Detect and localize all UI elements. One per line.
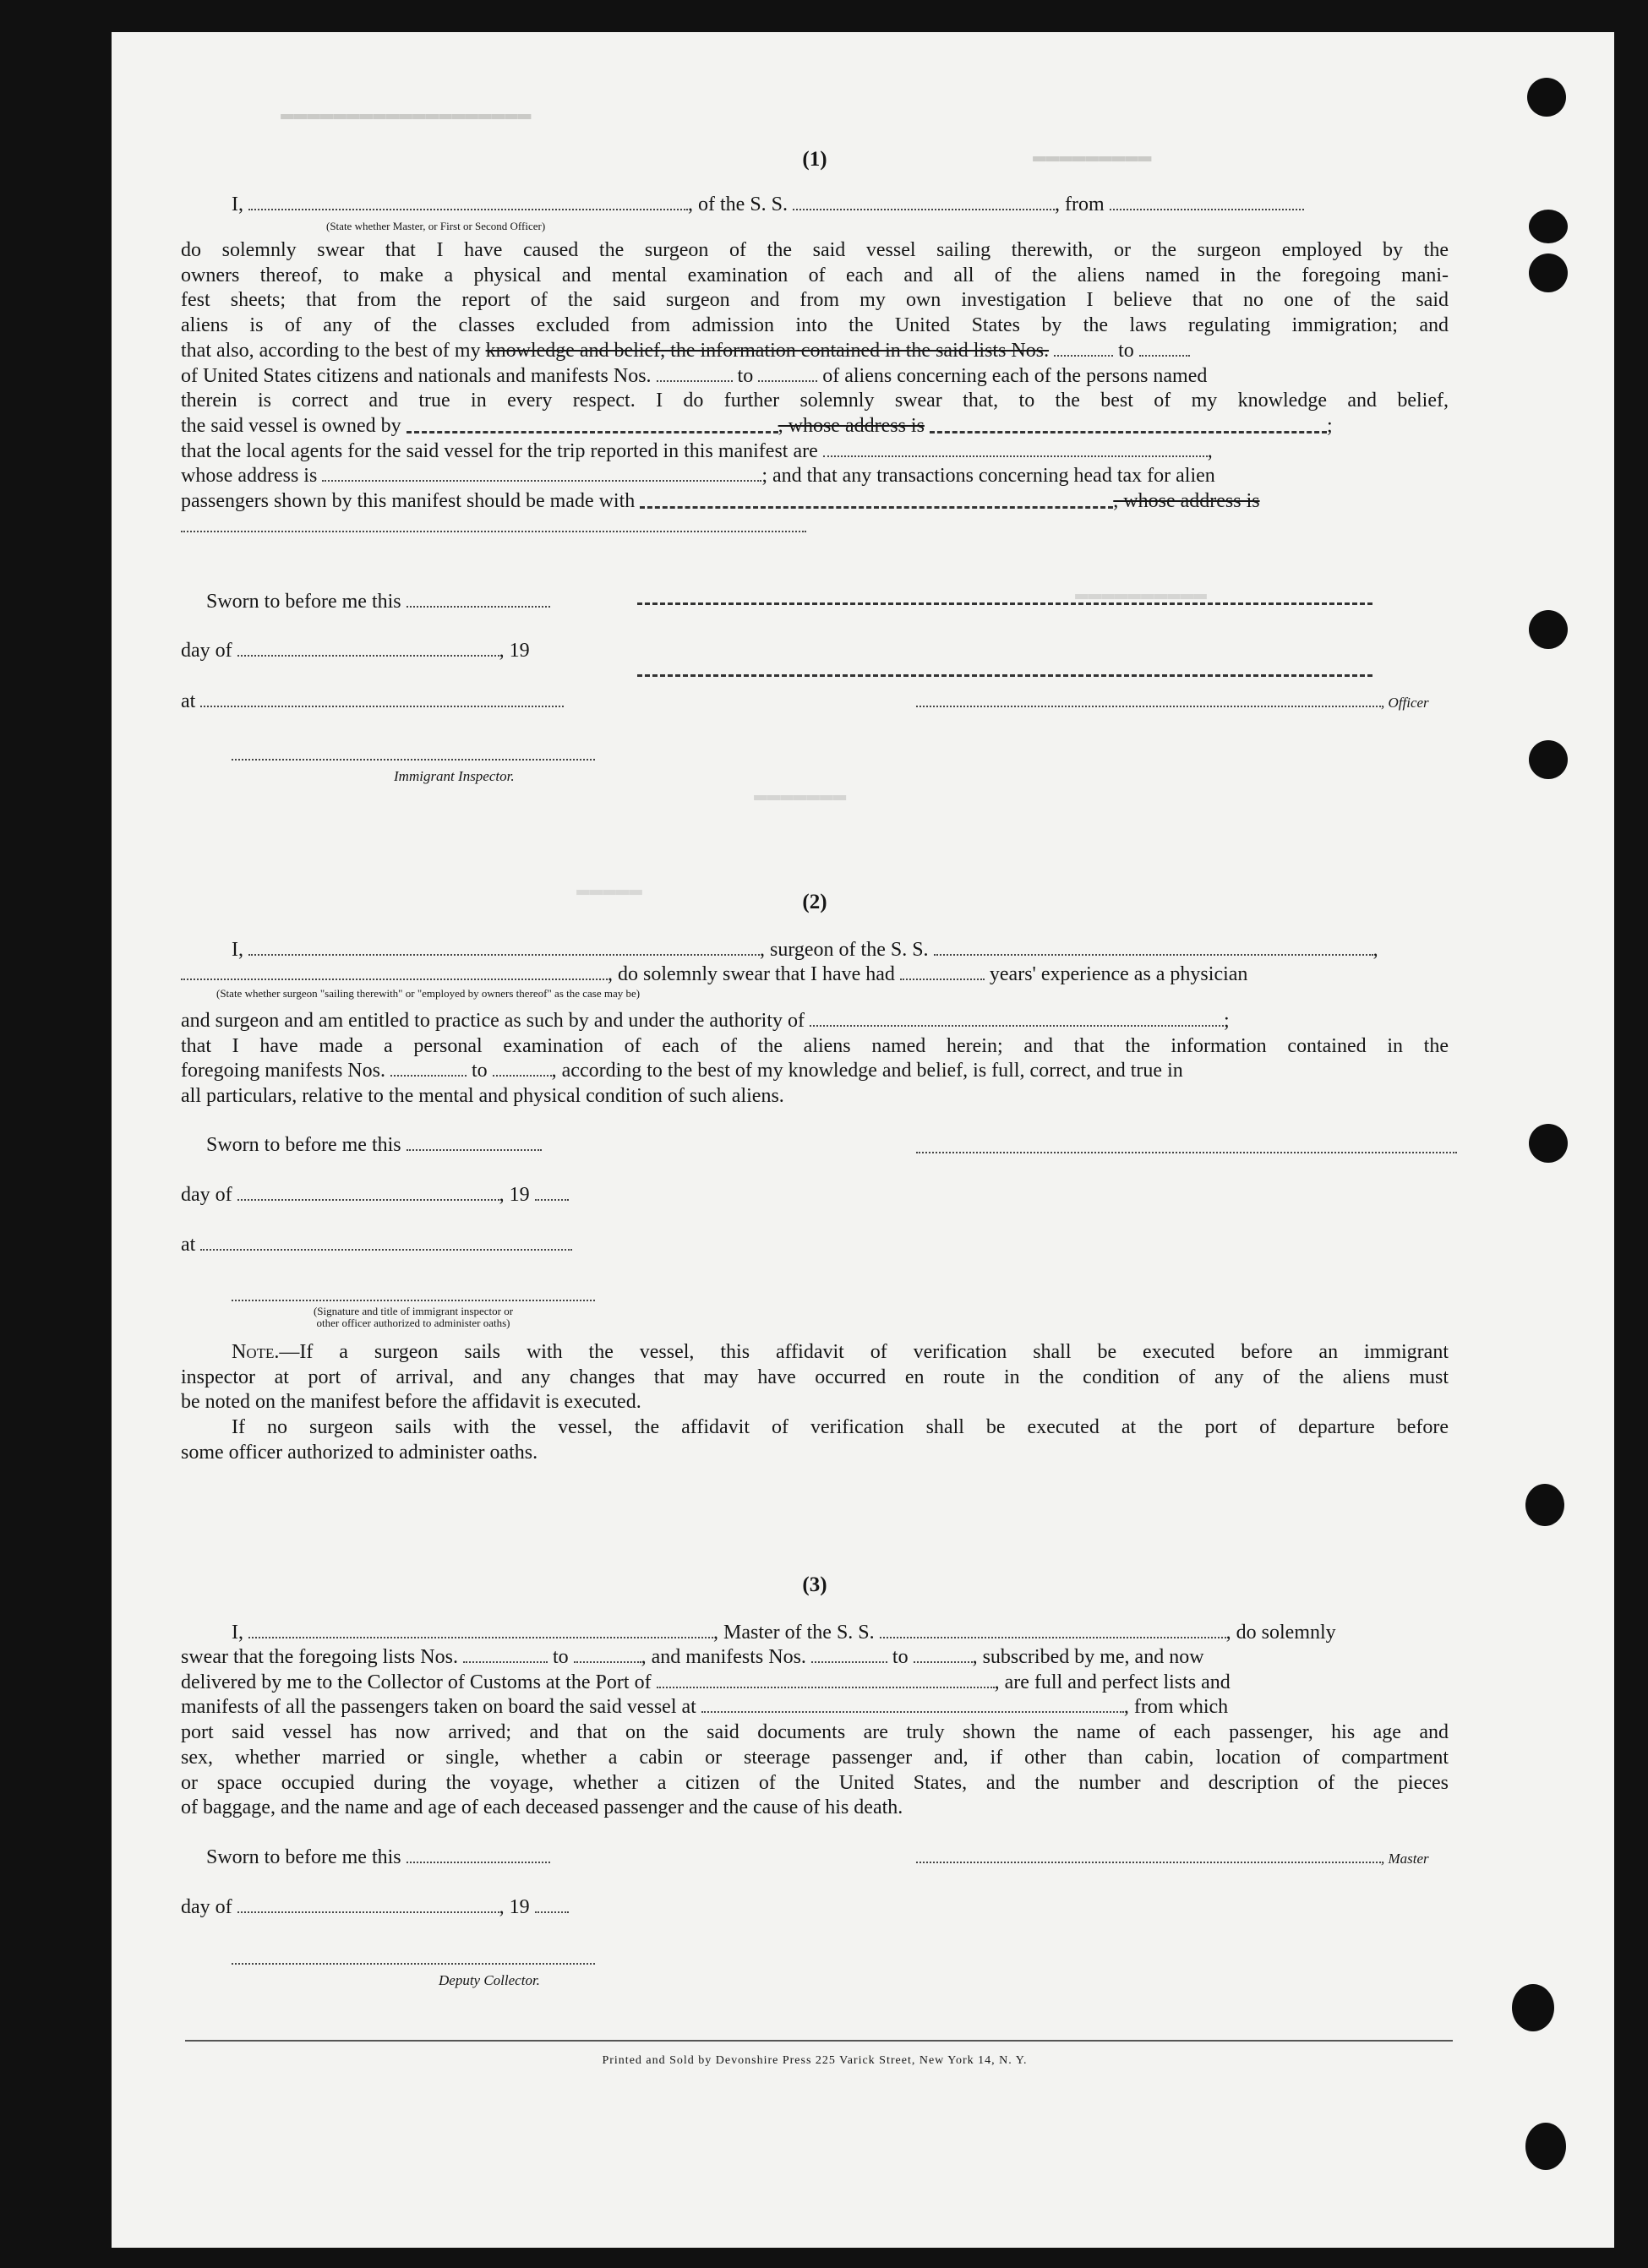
section-1-line-8: the said vessel is owned by , whose address is ; [181, 414, 1333, 437]
manifests-to-field[interactable] [758, 365, 817, 382]
section-1-line-1 [232, 193, 1304, 218]
month-field[interactable] [237, 640, 499, 657]
practice-authority-field[interactable] [810, 1010, 1224, 1027]
head-tax-address-field[interactable] [181, 515, 806, 532]
sworn-day-field[interactable] [407, 591, 550, 608]
bleed-through-mark: ▬▬▬▬▬▬▬▬▬▬ [1075, 581, 1208, 607]
label-from: , from [1055, 194, 1105, 215]
section-2-sworn: Sworn to before me this [206, 1133, 542, 1159]
section-1-text-line: aliens is of any of the classes excluded from admission into the United States by the laws regulating immigration; and [181, 314, 1449, 337]
signature-caption: (Signature and title of immigrant inspector or other officer authorized to administer oaths) [313, 1305, 514, 1329]
section-3-line-1: I, , Master of the S. S. , do solemnly [232, 1622, 1336, 1644]
punch-hole [1525, 1484, 1564, 1526]
master-name-field[interactable] [248, 1622, 713, 1638]
surgeon-inspector-signature-field[interactable] [232, 1300, 595, 1301]
struck-text: , whose address is [1113, 490, 1260, 513]
note-line: Note.—If a surgeon sails with the vessel, this affidavit of verification shall be executed before an immigrant [232, 1341, 1449, 1363]
note-label: Note. [232, 1341, 280, 1363]
section-3-line-2: swear that the foregoing lists Nos. to , and manifests Nos. to , subscribed by me, and now [181, 1646, 1204, 1668]
master-sworn-day-field[interactable] [407, 1846, 550, 1863]
note-line: some officer authorized to administer oaths. [181, 1441, 538, 1464]
manifests-from-field[interactable] [657, 365, 733, 382]
note-line: be noted on the manifest before the affidavit is executed. [181, 1391, 641, 1414]
collector-signature-field[interactable] [232, 1963, 595, 1965]
section-2-text-line: that I have made a personal examination of each of the aliens named herein; and that the information contained in the [181, 1034, 1449, 1057]
section-1-paragraph [181, 238, 1449, 539]
section-3-number: (3) [802, 1573, 827, 1596]
form-sheet [112, 32, 1614, 2248]
footer-rule [185, 2040, 1453, 2042]
punch-hole [1529, 1124, 1568, 1163]
bleed-through-mark: ▬▬▬▬▬▬▬ [754, 782, 847, 808]
section-1-at: at [181, 690, 564, 715]
note-line: If no surgeon sails with the vessel, the affidavit of verification shall be executed at the port of departure before [232, 1416, 1449, 1439]
section-1-number: (1) [802, 148, 827, 171]
master-caption: , Master [1381, 1851, 1429, 1867]
officer-signature-line-2 [637, 674, 1372, 677]
section-1-line-11: passengers shown by this manifest should be made with , whose address is [181, 490, 1260, 513]
section-1-text-line: owners thereof, to make a physical and mental examination of each and all of the aliens named in the foregoing mani- [181, 264, 1449, 286]
master-month-field[interactable] [237, 1896, 499, 1913]
section-3-sworn: Sworn to before me this [206, 1845, 550, 1871]
officer-caption: (State whether Master, or First or Second Officer) [326, 220, 546, 232]
section-2-line-5: foregoing manifests Nos. to , according to the best of my knowledge and belief, is full, correct, and true in [181, 1060, 1183, 1082]
years-experience-field[interactable] [900, 963, 985, 980]
struck-text: knowledge and belief, the information contained in the said lists Nos. [485, 339, 1050, 362]
section-1-text-line: therein is correct and true in every respect. I do further solemnly swear that, to the best of my knowledge and belief, [181, 390, 1449, 412]
bleed-through-mark: ▬▬▬▬▬ [576, 877, 643, 902]
punch-hole [1529, 210, 1568, 243]
section-2-line-3: and surgeon and am entitled to practice as such by and under the authority of ; [181, 1010, 1230, 1032]
section-2-paragraph [181, 1009, 1449, 1109]
surgeon-manifest-from-field[interactable] [390, 1060, 467, 1077]
inspector-signature-field[interactable] [232, 759, 595, 761]
surgeon-sworn-day-field[interactable] [407, 1134, 542, 1151]
vessel-name-field[interactable] [793, 194, 1055, 210]
bleed-through-mark: ▬▬▬▬▬▬▬▬▬▬▬▬▬▬▬▬▬▬▬ [281, 101, 532, 127]
master-year-field[interactable] [535, 1896, 569, 1913]
lists-to-field[interactable] [1139, 340, 1190, 357]
departure-port-field[interactable] [1110, 194, 1304, 210]
note-line: inspector at port of arrival, and any changes that may have occurred en route in the condition of any of the aliens must [181, 1366, 1449, 1388]
officer-signature-field[interactable] [916, 690, 1381, 707]
section-3-line-3: delivered by me to the Collector of Customs at the Port of , are full and perfect lists and [181, 1671, 1231, 1693]
surgeon-year-field[interactable] [535, 1184, 569, 1201]
local-agents-field[interactable] [823, 440, 1208, 457]
surgeon-caption: (State whether surgeon "sailing therewith" or "employed by owners thereof" as the case may be) [216, 987, 641, 1000]
officer-caption-label: , Officer [1381, 695, 1429, 711]
surgeon-status-field[interactable] [181, 963, 608, 980]
punch-hole [1529, 610, 1568, 649]
section-1-line-9: that the local agents for the said vessel for the trip reported in this manifest are , [181, 439, 1213, 462]
inspector-caption: Immigrant Inspector. [394, 768, 515, 784]
master-vessel-field[interactable] [880, 1622, 1226, 1638]
section-1-text-line: fest sheets; that from the report of the said surgeon and from my own investigation I believe that no one of the said [181, 289, 1449, 312]
section-1-text-line: do solemnly swear that I have caused the surgeon of the said vessel sailing therewith, or the surgeon employed by the [181, 239, 1449, 261]
section-3-text-line: port said vessel has now arrived; and that on the said documents are truly shown the name of each passenger, his age and [181, 1721, 1449, 1744]
section-1-line-6: of United States citizens and nationals and manifests Nos. to of aliens concerning each of the persons named [181, 364, 1208, 387]
section-1-line-10: whose address is ; and that any transactions concerning head tax for alien [181, 465, 1215, 488]
section-1-sworn: Sworn to before me this [206, 590, 550, 615]
section-2-at: at [181, 1233, 572, 1258]
surgeon-signature-field[interactable] [916, 1152, 1457, 1153]
master-signature [916, 1845, 1429, 1872]
label-ss: , of the S. S. [688, 194, 789, 215]
surgeon-place-field[interactable] [200, 1234, 572, 1251]
master-manifests-to-field[interactable] [914, 1646, 973, 1663]
officer-signature [916, 690, 1429, 716]
owner-field[interactable] [407, 421, 778, 433]
boarding-port-field[interactable] [701, 1696, 1124, 1713]
surgeon-manifest-to-field[interactable] [493, 1060, 552, 1077]
printer-imprint: Printed and Sold by Devonshire Press 225 Varick Street, New York 14, N. Y. [602, 2054, 1028, 2067]
surgeon-name-field[interactable] [248, 939, 760, 956]
master-manifests-from-field[interactable] [811, 1646, 887, 1663]
section-1-line-12 [181, 515, 1449, 540]
punch-hole [1529, 254, 1568, 292]
label-i: I, [232, 194, 243, 215]
note-paragraph [181, 1340, 1449, 1466]
section-3-text-line: or space occupied during the voyage, whether a citizen of the United States, and the number and description of the pieces [181, 1771, 1449, 1794]
section-1-line-5: that also, according to the best of my knowledge and belief, the information contained in the said lists Nos. to [181, 339, 1449, 364]
officer-name-field[interactable] [248, 194, 688, 210]
section-3-paragraph [181, 1645, 1449, 1821]
section-3-day-of: day of , 19 [181, 1895, 569, 1921]
collector-port-field[interactable] [657, 1671, 995, 1688]
master-lists-to-field[interactable] [574, 1646, 641, 1663]
agents-address-field[interactable] [322, 465, 761, 482]
punch-hole [1525, 2123, 1566, 2170]
master-signature-field[interactable] [916, 1846, 1381, 1863]
section-2-number: (2) [802, 891, 827, 913]
section-2-line-2: , do solemnly swear that I have had years' experience as a physician [181, 962, 1247, 988]
place-field[interactable] [200, 690, 564, 707]
struck-text: , whose address is [778, 414, 925, 437]
bleed-through-mark: ▬▬▬▬▬▬▬▬▬ [1033, 144, 1152, 169]
punch-hole [1512, 1984, 1554, 2031]
punch-hole [1529, 740, 1568, 779]
owner-address-field[interactable] [930, 421, 1327, 433]
collector-caption: Deputy Collector. [439, 1972, 540, 1988]
surgeon-vessel-field[interactable] [934, 939, 1373, 956]
section-1-day-of: day of , 19 [181, 640, 530, 662]
section-3-text-line: sex, whether married or single, whether a cabin or steerage passenger and, if other than cabin, location of compartment [181, 1746, 1449, 1769]
section-2-text-line: all particulars, relative to the mental and physical condition of such aliens. [181, 1085, 784, 1108]
punch-hole [1527, 78, 1566, 117]
section-2-day-of: day of , 19 [181, 1183, 569, 1208]
section-3-line-4: manifests of all the passengers taken on board the said vessel at , from which [181, 1696, 1229, 1719]
section-2-line-1: I, , surgeon of the S. S. , [232, 939, 1378, 961]
head-tax-party-field[interactable] [640, 496, 1113, 509]
section-3-text-line: of baggage, and the name and age of each deceased passenger and the cause of his death. [181, 1796, 903, 1819]
officer-signature-line-1 [637, 602, 1372, 605]
lists-from-field[interactable] [1054, 340, 1113, 357]
surgeon-month-field[interactable] [237, 1184, 499, 1201]
master-lists-from-field[interactable] [463, 1646, 548, 1663]
